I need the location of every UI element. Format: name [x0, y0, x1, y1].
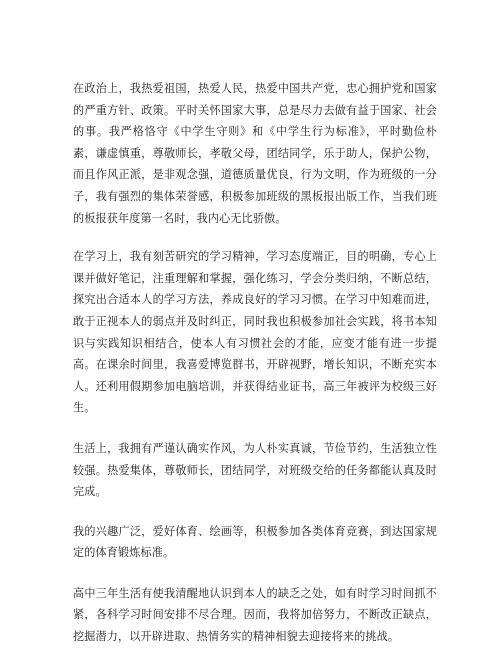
paragraph-politics: 在政治上，我热爱祖国，热爱人民，热爱中国共产党，忠心拥护党和国家的严重方针、政策。平时关怀国家大事，总是尽力去做有益于国家、社会的事。我严格恪守《中学生守则》和《中学生行为标准》，平时勤俭朴素，谦虚慎重，尊敬师长，孝敬父母，团结同学，乐于助人，保护公物，而且作风正派，是非观念强，道德质量优良，行为文明，作为班级的一分子，我有强烈的集体荣誉感，积极参加班级的黑板报出版工作，当我们班的板报获年度第一名时，我内心无比骄傲。	[73, 82, 437, 225]
paragraph-interests: 我的兴趣广泛，爱好体育、绘画等，积极参加各类体育竞赛，到达国家规定的体育锻炼标准。	[73, 524, 437, 560]
paragraph-life: 生活上，我拥有严谨认确实作风，为人朴实真诚，节俭节约，生活独立性较强。热爱集体，尊敬师长，团结同学，对班级交给的任务都能认真及时完成。	[73, 441, 437, 499]
paragraph-study: 在学习上，我有刻苦研究的学习精神，学习态度端正，目的明确，专心上课并做好笔记，注重理解和掌握，强化练习，学会分类归纳，不断总结，探究出合适本人的学习方法，养成良好的学习习惯。在学习中知难而进，敢于正视本人的弱点并及时纠正，同时我也积极参加社会实践，将书本知识与实践知识相结合，使本人有习惯社会的才能，应变才能有进一步提高。在课余时间里，我喜爱博览群书，开辟视野，增长知识，不断充实本人。还利用假期参加电脑培训，并获得结业证书，高三年被评为校级三好生。	[73, 250, 437, 415]
document-body	[73, 78, 437, 665]
paragraph-reflection: 高中三年生活有使我清醒地认识到本人的缺乏之处，如有时学习时间抓不紧，各科学习时间安排不尽合理。因而，我将加倍努力，不断改正缺点，挖掘潜力，以开辟进取、热情务实的精神相貌去迎接将来的挑战。	[73, 586, 437, 644]
